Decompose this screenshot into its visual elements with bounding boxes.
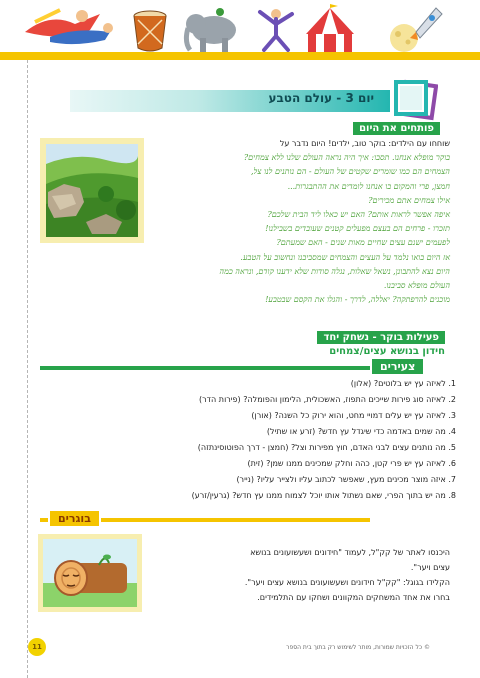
- page-number: 11: [28, 638, 46, 656]
- opening-line: העולם מופלא סביבנו.: [383, 281, 450, 291]
- opening-line: לפעמים ישנם עצים שחיים מאות שנים - האם שמעתם?: [276, 238, 450, 248]
- opening-line: מוכנים להרפתקה? יאללה, לדרך - והגלו את הקסם שבטבע!: [265, 295, 450, 305]
- opening-line-lead: שוחחו עם הילדים: בוקר טוב, ילדים! היום נדבר על: [279, 139, 450, 148]
- list-item: 8. מה יש בתוך הפרי, שאם נשתול אותו יוכל לצמוח ממנו עץ חדש? (גרעין/זרע): [191, 491, 456, 500]
- list-item: 1. לאיזה עץ יש בלוטים? (אלון): [350, 379, 456, 388]
- drum-icon: [130, 8, 170, 56]
- log-illustration: [38, 534, 142, 612]
- circus-tent-icon: [302, 4, 358, 54]
- older-line: היכנסו לאתר של קק"ל, לעמוד "חידונים ושעשועונים בנושא: [250, 548, 450, 557]
- older-instructions: [150, 545, 450, 605]
- list-item: 5. מה נותנים עצים לבני האדם, חוץ מפירות וצל? (חמצן - דרך הפוטוסינתזה): [197, 443, 456, 452]
- stacked-frames-icon: [390, 78, 438, 124]
- opening-line: אילו צמחים אתם מכירים?: [368, 195, 450, 205]
- young-divider: [40, 366, 370, 370]
- morning-heading: פעילות בוקר - נשחק יחד: [317, 331, 445, 344]
- opening-line: בוקר מופלא אנחנו. תסבו: איך היה נראה העולם שלנו ללא צמחים?: [243, 153, 450, 163]
- opening-line: אז היום בואו נלמד על העצים והצמחים שמסביבנו ונחשוב על הטבע.: [240, 252, 450, 262]
- elephant-icon: [182, 6, 242, 56]
- older-line: בחרו את אחד המשחקים המקוונים ושחקו עם התלמידים.: [257, 593, 450, 602]
- opening-text: [40, 137, 450, 307]
- list-item: 2. לאיזה סוג פירות שייכים התפוז, האשכולית, הלימון והפומלה? (פירות הדר): [199, 395, 456, 404]
- opening-line: היום נצא להתבונן, נשאל שאלות, נגלה סודות שלא ידענו קודם, ונראה כמה: [219, 266, 450, 276]
- day-title-box: [70, 78, 440, 118]
- copyright-footer: © כל הזכויות שמורות, מותר לשימוש רק בתוך בית הספר: [286, 644, 430, 651]
- page-title: יום 3 - עולם הטבע: [268, 91, 374, 105]
- header-stripe: [0, 52, 480, 60]
- list-item: 4. מה שמים באדמה כדי שיגדל עץ חדש? (זרע או שתיל): [266, 427, 456, 436]
- rocket-moon-icon: [386, 2, 450, 54]
- sleepy-log-image: [43, 539, 137, 607]
- acrobat-icon: [254, 6, 298, 52]
- older-label: בוגרים: [48, 509, 101, 528]
- header-banner: [0, 0, 480, 58]
- list-item: 7. איזה מוצר מכינים מעץ, שאפשר לכתוב עליו ולצייר עליו? (נייר): [236, 475, 456, 484]
- list-item: 3. לאיזה עץ יש עלים דמויי מחט, והוא ירוק כל השנה? (אורן): [251, 411, 456, 420]
- older-line: עצים ויער".: [410, 563, 450, 572]
- opening-line: חמצן, פרי והמקום בו אנחנו לומדים את ההתבגרות...: [287, 181, 450, 191]
- opening-line: איפה אפשר לראות אותם? האם יש כאלו ליד הבית שלכם?: [267, 210, 450, 220]
- young-label: צעירים: [370, 357, 425, 376]
- list-item: 6. לאיזה עץ יש פרי קטן, כהה וחלק שמכינים ממנו שמן? (זית): [247, 459, 456, 468]
- margin-divider: [27, 60, 28, 678]
- opening-heading: פותחים את היום: [353, 122, 440, 135]
- superhero-kids-illustration: [20, 2, 120, 52]
- young-questions: [40, 376, 456, 504]
- opening-line: הצמחים הם כמו שומרים שקטים של העולם - הם נותנים לנו צל,: [250, 167, 450, 177]
- older-line: הקלידו בגוגל: "קק"ל חידונים ושעשועונים בנושא עצים ויער".: [244, 578, 450, 587]
- quiz-subheading: חידון בנושא עצים/צמחים: [329, 346, 445, 357]
- opening-line: תזכרו - פרחים הם בעצם מפעלים קטנים שעובדים בשבילנו!: [265, 224, 450, 234]
